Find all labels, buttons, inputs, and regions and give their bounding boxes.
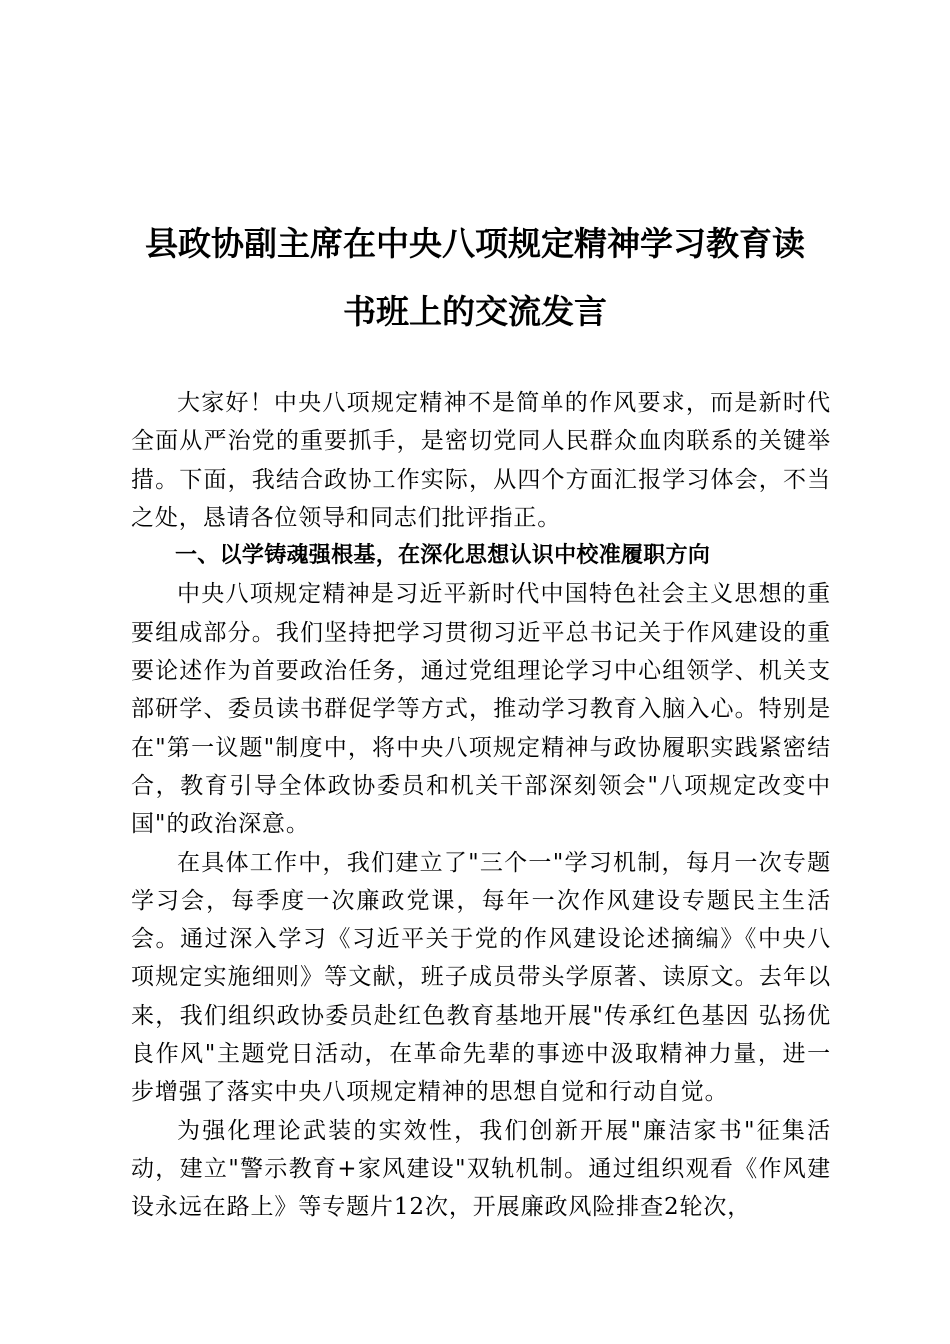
body-paragraph: 为强化理论武装的实效性，我们创新开展"廉洁家书"征集活动，建立"警示教育+家风建设"双轨机制。通过组织观看《作风建设永远在路上》等专题片12次，开展廉政风险排查2轮次， bbox=[131, 1117, 831, 1221]
body-paragraph: 在具体工作中，我们建立了"三个一"学习机制，每月一次专题学习会，每季度一次廉政党课，每年一次作风建设专题民主生活会。通过深入学习《习近平关于党的作风建设论述摘编》《中央八项规定实施细则》等文献，班子成员带头学原著、读原文。去年以来，我们组织政协委员赴红色教育基地开展"传承红色基因 弘扬优良作风"主题党日活动，在革命先辈的事迹中汲取精神力量，进一步增强了落实中央八项规定精神的思想自觉和行动自觉。 bbox=[131, 849, 831, 1106]
document-title-line-1: 县政协副主席在中央八项规定精神学习教育读 bbox=[145, 224, 805, 263]
body-paragraph: 中央八项规定精神是习近平新时代中国特色社会主义思想的重要组成部分。我们坚持把学习贯彻习近平总书记关于作风建设的重要论述作为首要政治任务，通过党组理论学习中心组领学、机关支部研学、委员读书群促学等方式，推动学习教育入脑入心。特别是在"第一议题"制度中，将中央八项规定精神与政协履职实践紧密结合，教育引导全体政协委员和机关干部深刻领会"八项规定改变中国"的政治深意。 bbox=[131, 581, 831, 838]
document-title-line-2: 书班上的交流发言 bbox=[343, 292, 607, 331]
intro-paragraph: 大家好！中央八项规定精神不是简单的作风要求，而是新时代全面从严治党的重要抓手，是密切党同人民群众血肉联系的关键举措。下面，我结合政协工作实际，从四个方面汇报学习体会，不当之处，恳请各位领导和同志们批评指正。 bbox=[131, 390, 831, 531]
section-heading-1: 一、以学铸魂强根基，在深化思想认识中校准履职方向 bbox=[175, 543, 711, 569]
document-body bbox=[131, 384, 831, 1227]
